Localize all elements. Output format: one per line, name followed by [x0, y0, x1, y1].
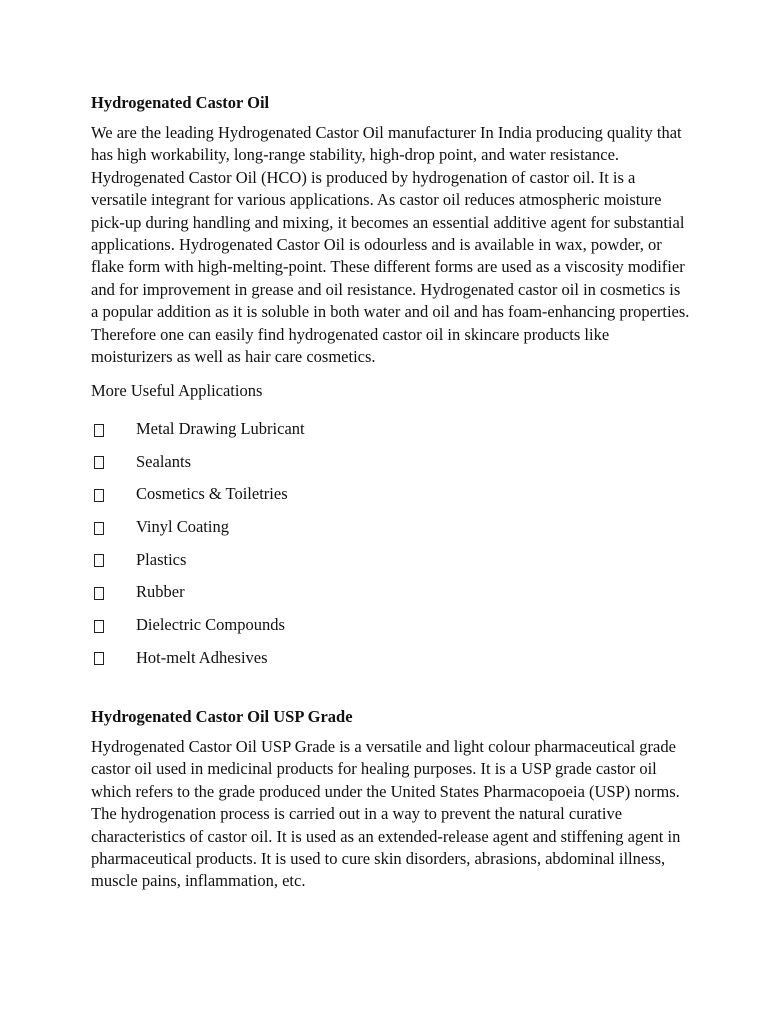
usp-grade-section — [91, 706, 691, 893]
bullet-box-icon — [91, 517, 136, 537]
list-item — [91, 445, 691, 478]
section-body-hco: We are the leading Hydrogenated Castor Oil manufacturer In India producing quality that has high workability, long-range stability, high-drop point, and water resistance. Hydrogenated Castor Oil (HCO) is produced by hydrogenation of castor oil. It is a versatile integrant for various applications. As castor oil reduces atmospheric moisture pick-up during handling and mixing, it becomes an essential additive agent for substantial applications. Hydrogenated Castor Oil is odourless and is available in wax, powder, or flake form with high-melting-point. These different forms are used as a viscosity modifier and for improvement in grease and oil resistance. Hydrogenated castor oil in cosmetics is a popular addition as it is soluble in both water and oil and has foam-enhancing properties. Therefore one can easily find hydrogenated castor oil in skincare products like moisturizers as well as hair care cosmetics. — [91, 123, 690, 367]
list-item-label: Rubber — [136, 582, 185, 602]
bullet-box-icon — [91, 484, 136, 504]
list-item-label: Cosmetics & Toiletries — [136, 484, 288, 504]
list-item — [91, 412, 691, 445]
applications-intro: More Useful Applications — [91, 381, 263, 401]
list-item-label: Hot-melt Adhesives — [136, 647, 268, 667]
bullet-box-icon — [91, 615, 136, 635]
section-title-usp-grade: Hydrogenated Castor Oil USP Grade — [91, 706, 353, 726]
list-item-label: Sealants — [136, 451, 191, 471]
list-item — [91, 478, 691, 511]
list-item — [91, 511, 691, 544]
list-item-label: Metal Drawing Lubricant — [136, 418, 305, 438]
bullet-box-icon — [91, 452, 136, 472]
list-item — [91, 543, 691, 576]
list-item — [91, 576, 691, 609]
bullet-box-icon — [91, 419, 136, 439]
bullet-box-icon — [91, 648, 136, 668]
section-title-hco: Hydrogenated Castor Oil — [91, 93, 270, 112]
bullet-box-icon — [91, 550, 136, 570]
applications-list — [91, 412, 691, 674]
bullet-box-icon — [91, 582, 136, 602]
document-page — [91, 92, 691, 893]
list-item — [91, 609, 691, 642]
list-item-label: Dielectric Compounds — [136, 614, 285, 634]
section-body-usp-grade: Hydrogenated Castor Oil USP Grade is a versatile and light colour pharmaceutical grade castor oil used in medicinal products for healing purposes. It is a USP grade castor oil which refers to the grade produced under the United States Pharmacopoeia (USP) norms. The hydrogenation process is carried out in a way to prevent the natural curative characteristics of castor oil. It is used as an extended-release agent and stiffening agent in pharmaceutical products. It is used to cure skin disorders, abrasions, abdominal illness, muscle pains, inflammation, etc. — [91, 736, 681, 891]
list-item-label: Vinyl Coating — [136, 516, 229, 536]
list-item — [91, 641, 691, 674]
list-item-label: Plastics — [136, 549, 187, 569]
